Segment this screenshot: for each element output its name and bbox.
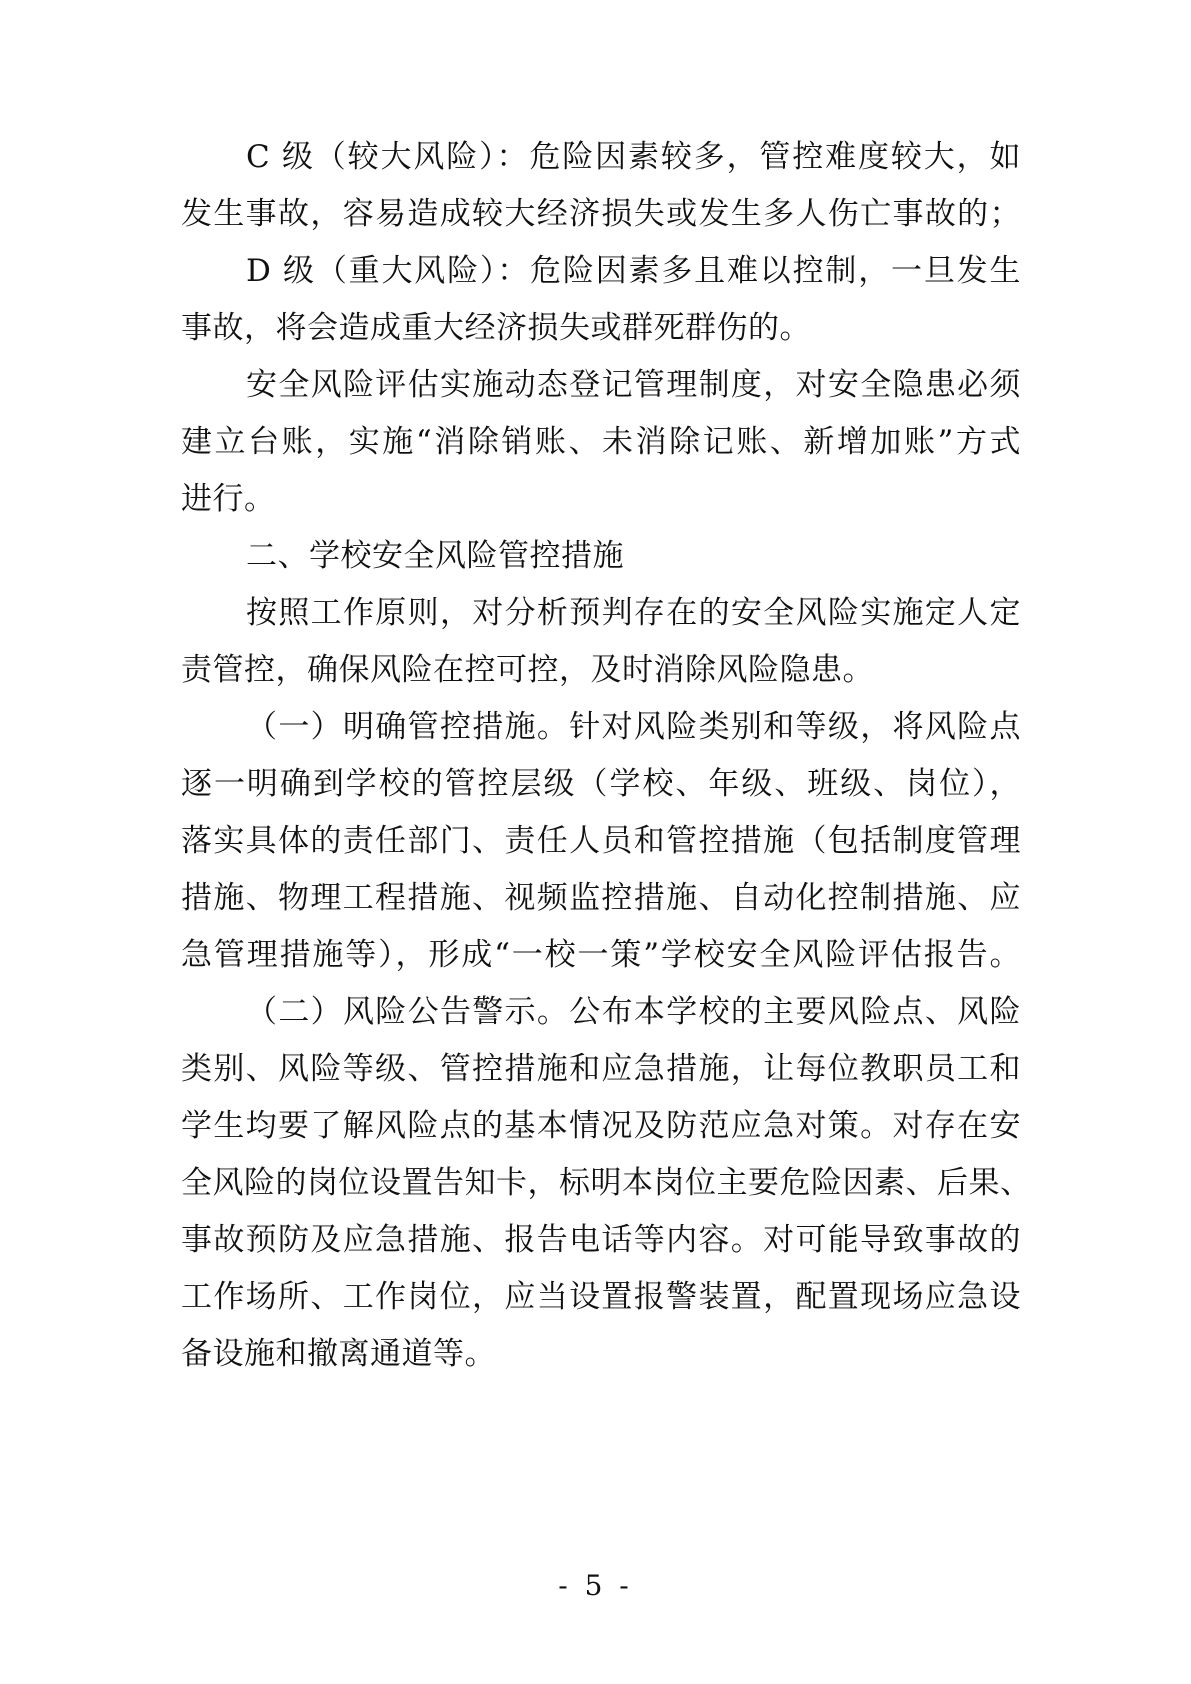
paragraph-registration-line-2: 建立台账，实施“消除销账、未消除记账、新增加账”方式	[181, 424, 1021, 460]
paragraph-c-level-line-1: C 级（较大风险）：危险因素较多，管控难度较大，如	[246, 139, 1021, 175]
paragraph-measures-line-4: 措施、物理工程措施、视频监控措施、自动化控制措施、应	[181, 880, 1021, 916]
paragraph-warning-line-7: 备设施和撤离通道等。	[181, 1336, 496, 1372]
paragraph-c-level-line-2: 发生事故，容易造成较大经济损失或发生多人伤亡事故的；	[181, 196, 1021, 232]
paragraph-measures-line-1: （一）明确管控措施。针对风险类别和等级，将风险点	[246, 709, 1021, 745]
paragraph-d-level-line-2: 事故，将会造成重大经济损失或群死群伤的。	[181, 310, 811, 346]
paragraph-measures-line-2: 逐一明确到学校的管控层级（学校、年级、班级、岗位），	[181, 766, 1021, 802]
paragraph-registration-line-1: 安全风险评估实施动态登记管理制度，对安全隐患必须	[246, 367, 1021, 403]
paragraph-principle-line-2: 责管控，确保风险在控可控，及时消除风险隐患。	[181, 652, 874, 688]
section-heading: 二、学校安全风险管控措施	[246, 538, 624, 574]
paragraph-warning-line-4: 全风险的岗位设置告知卡，标明本岗位主要危险因素、后果、	[181, 1165, 1032, 1201]
paragraph-principle-line-1: 按照工作原则，对分析预判存在的安全风险实施定人定	[246, 595, 1021, 631]
paragraph-warning-line-5: 事故预防及应急措施、报告电话等内容。对可能导致事故的	[181, 1222, 1021, 1258]
paragraph-warning-line-2: 类别、风险等级、管控措施和应急措施，让每位教职员工和	[181, 1051, 1021, 1087]
paragraph-warning-line-3: 学生均要了解风险点的基本情况及防范应急对策。对存在安	[181, 1108, 1021, 1144]
paragraph-measures-line-5: 急管理措施等），形成“一校一策”学校安全风险评估报告。	[181, 937, 1021, 973]
paragraph-d-level-line-1: D 级（重大风险）：危险因素多且难以控制，一旦发生	[246, 253, 1021, 289]
paragraph-registration-line-3: 进行。	[181, 481, 276, 517]
paragraph-measures-line-3: 落实具体的责任部门、责任人员和管控措施（包括制度管理	[181, 823, 1021, 859]
paragraph-warning-line-1: （二）风险公告警示。公布本学校的主要风险点、风险	[246, 994, 1021, 1030]
page-number: - 5 -	[558, 1569, 633, 1602]
paragraph-warning-line-6: 工作场所、工作岗位，应当设置报警装置，配置现场应急设	[181, 1279, 1021, 1315]
